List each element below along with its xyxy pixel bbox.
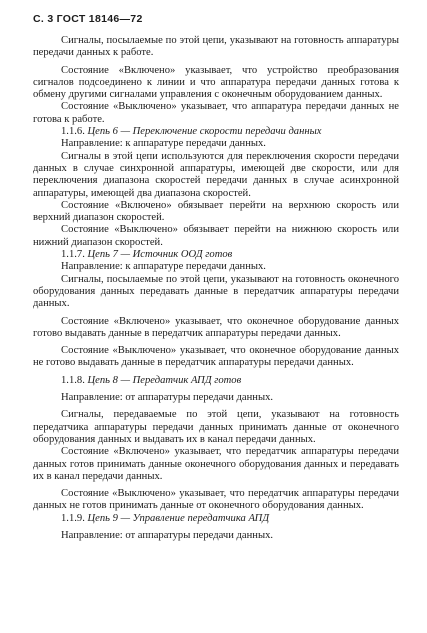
paragraph: Состояние «Включено» указывает, что устройство преобразования сигналов подсоединено к линии и что аппаратура передачи данных готова к обмену другими сигналами управления с оконечным оборудованием данных.: [33, 64, 399, 101]
paragraph: Направление: от аппаратуры передачи данных.: [61, 529, 274, 541]
section-title: Цепь 6 — Переключение скорости передачи данных: [87, 126, 322, 138]
section-heading: [33, 249, 399, 261]
paragraph: Сигналы, передаваемые по этой цепи, указывают на готовность передатчика аппаратуры передачи данных принимать данные от оконечного оборудования данных и выдавать их в канал передачи данных.: [33, 409, 399, 445]
paragraph: Направление: к аппаратуре передачи данных.: [61, 261, 266, 273]
paragraph: Сигналы в этой цепи используются для переключения скорости передачи данных в случае синхронной аппаратуры, имеющей две скорости, или для переключения диапазона скоростей передачи данных в случае асинхронной аппаратуры, имеющей два диапазона скоростей.: [33, 150, 399, 199]
section-heading: [33, 513, 399, 525]
section-title: Цепь 9 — Управление передатчика АПД: [87, 512, 270, 524]
paragraph: Состояние «Выключено» обязывает перейти на нижнюю скорость или нижний диапазон скоростей.: [33, 224, 399, 248]
section-number: 1.1.6.: [61, 126, 85, 138]
paragraph: Состояние «Включено» указывает, что передатчик аппаратуры передачи данных готов принимать данные оконечного оборудования данных и передавать их в канал передачи данных.: [33, 446, 399, 482]
paragraph: Состояние «Включено» обязывает перейти на верхнюю скорость или верхний диапазон скоростей.: [33, 199, 399, 224]
paragraph: Состояние «Выключено» указывает, что передатчик аппаратуры передачи данных не готов принимать данные от оконечного оборудования данных.: [33, 488, 399, 512]
section-title: Цепь 8 — Передатчик АПД готов: [87, 374, 242, 386]
paragraph: Состояние «Выключено» указывает, что оконечное оборудование данных не готово выдавать данные в передатчик аппаратуры передачи данных.: [33, 345, 399, 369]
paragraph: Состояние «Включено» указывает, что оконечное оборудование данных готово выдавать данные в передатчик аппаратуры передачи данных.: [33, 315, 399, 339]
section-title: Цепь 7 — Источник ООД готов: [87, 249, 233, 261]
page-header: С. 3 ГОСТ 18146—72: [33, 13, 143, 25]
document-body: [33, 35, 399, 542]
paragraph: Направление: от аппаратуры передачи данных.: [61, 392, 274, 404]
paragraph: Направление: к аппаратуре передачи данных.: [61, 138, 266, 150]
section-heading: [33, 126, 399, 138]
paragraph: Сигналы, посылаемые по этой цепи, указывают на готовность аппаратуры передачи данных к работе.: [33, 35, 399, 59]
paragraph: Состояние «Выключено» указывает, что аппаратура передачи данных не готова к работе.: [33, 101, 399, 125]
section-number: 1.1.8.: [61, 374, 85, 386]
paragraph: Сигналы, посылаемые по этой цепи, указывают на готовность оконечного оборудования данных передавать данные в передатчик аппаратуры передачи данных.: [33, 273, 399, 310]
section-number: 1.1.9.: [61, 512, 85, 524]
section-number: 1.1.7.: [61, 249, 85, 261]
section-heading: [33, 375, 399, 387]
